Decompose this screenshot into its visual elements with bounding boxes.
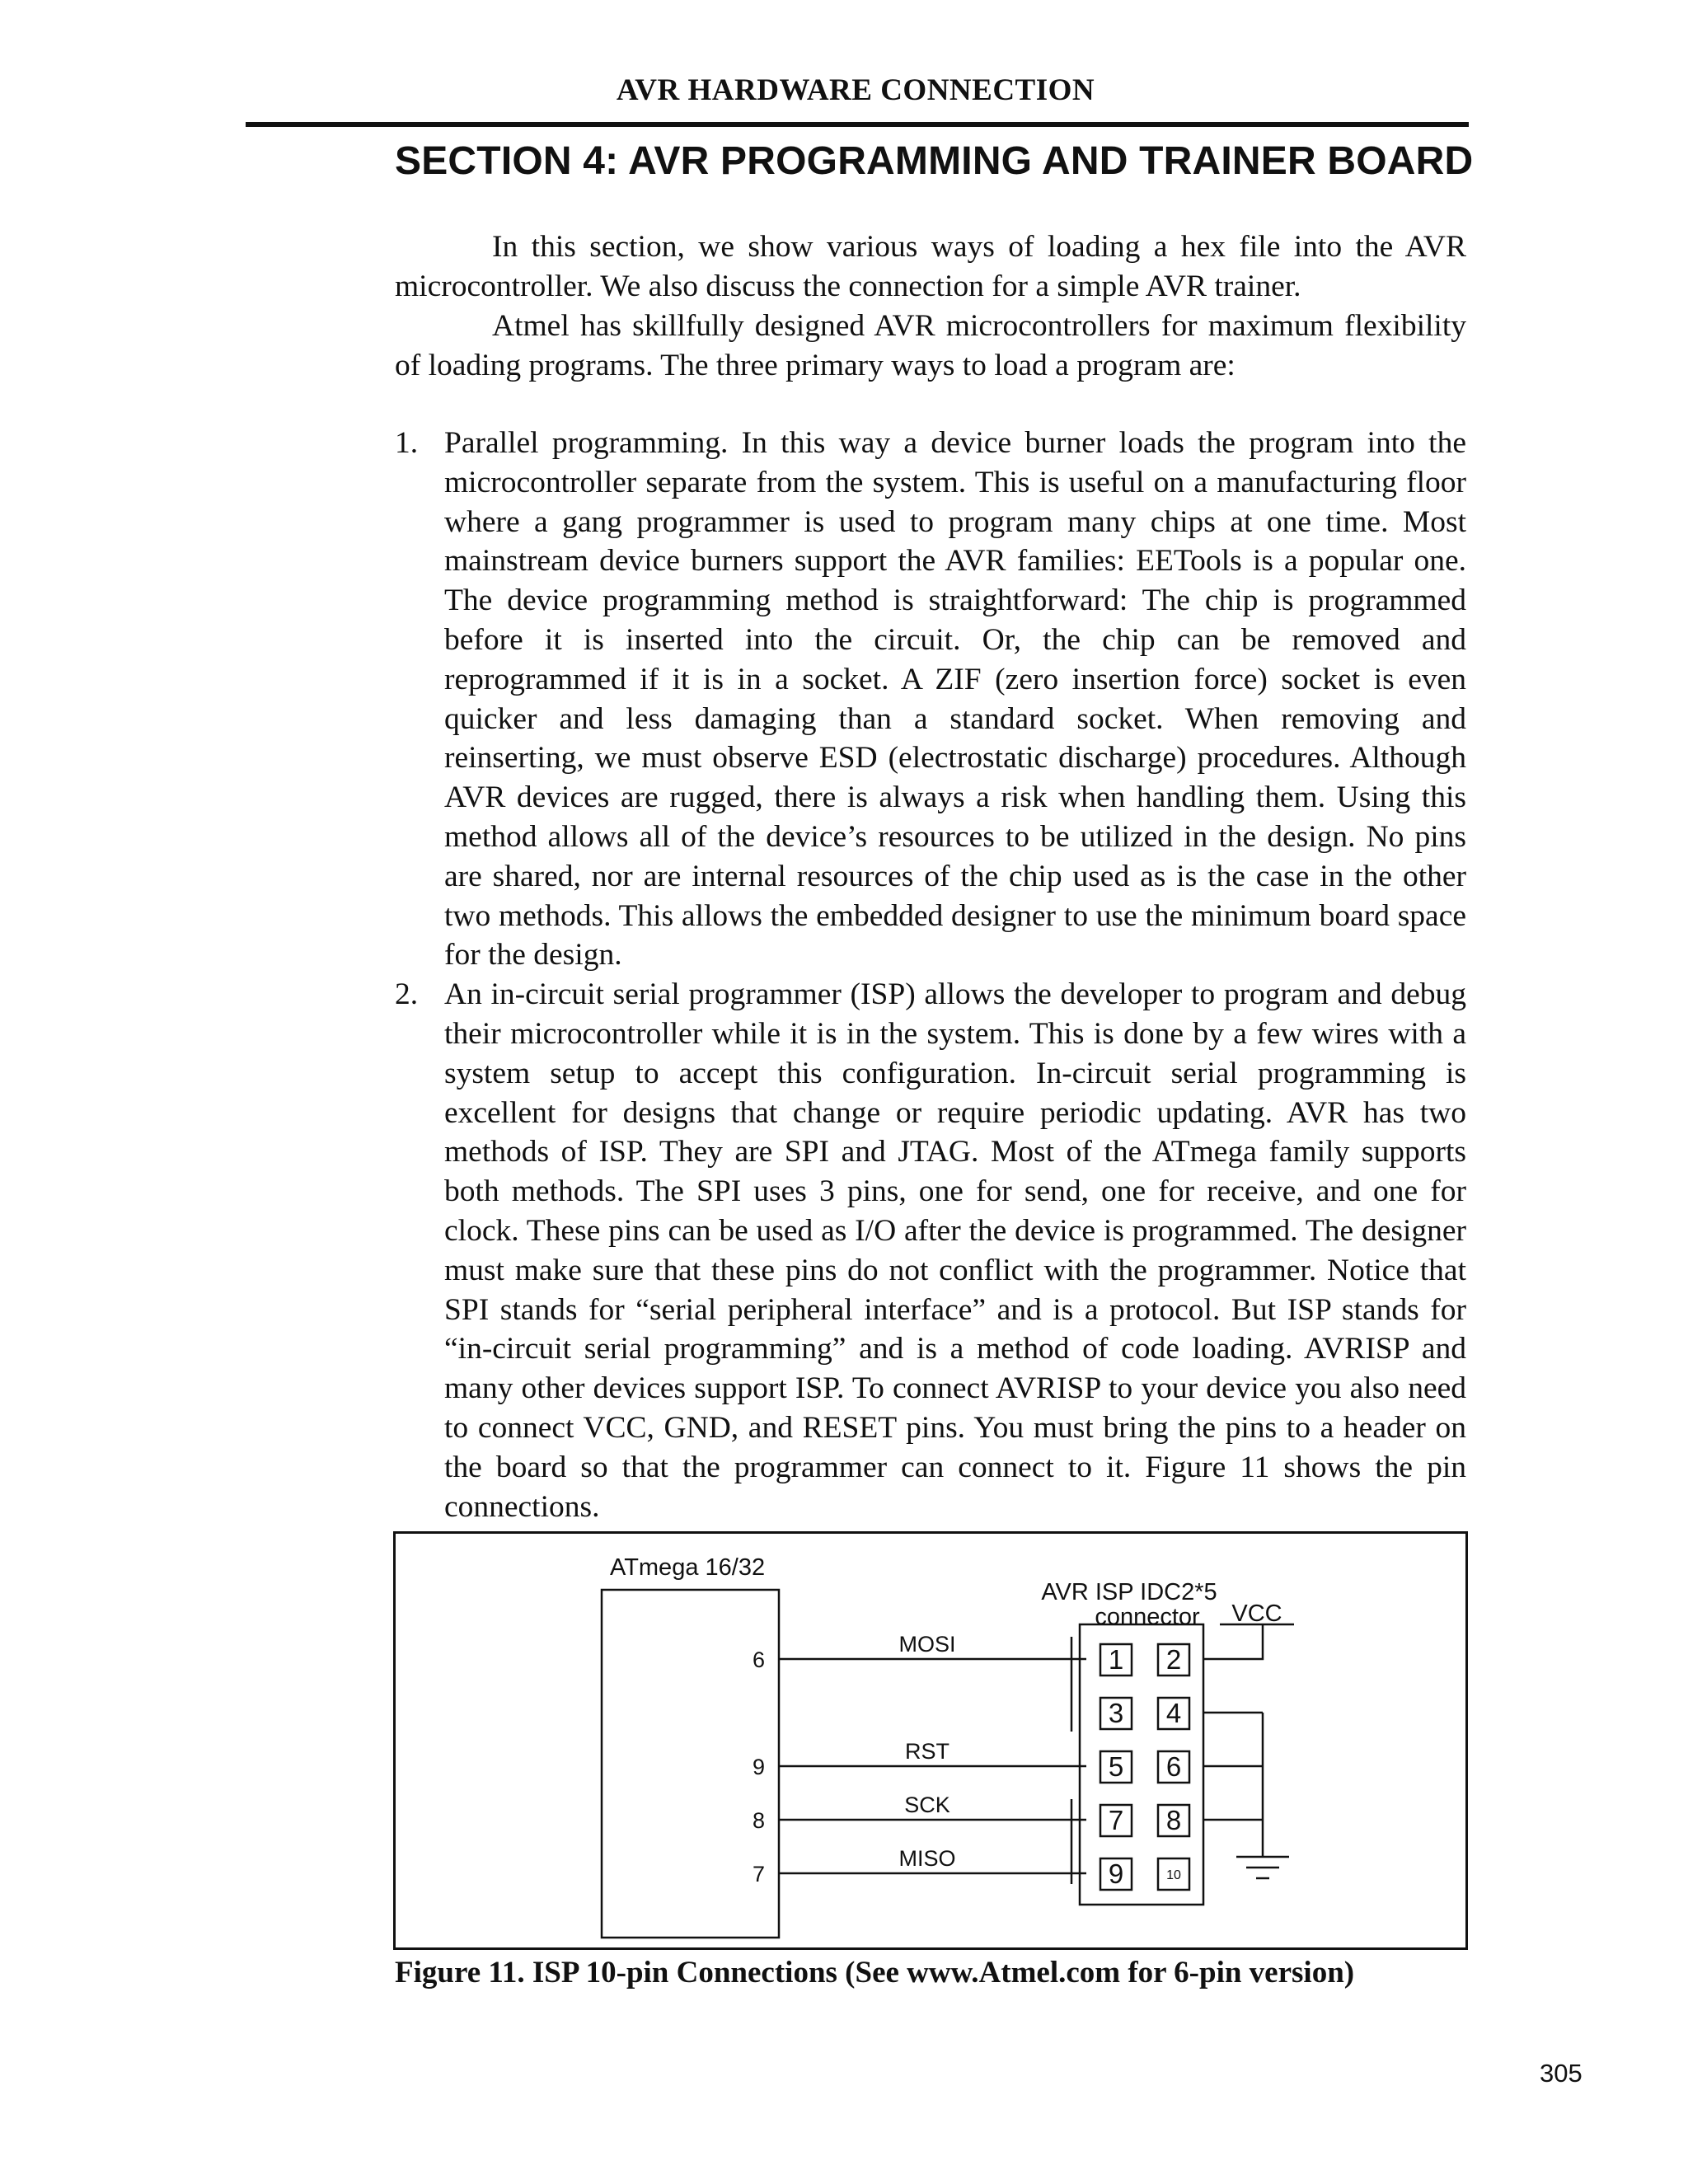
signal-label: MISO [898, 1846, 956, 1871]
signal-label: SCK [904, 1793, 950, 1817]
connector-pin-number: 10 [1166, 1868, 1181, 1882]
list-item [395, 975, 1466, 1526]
connector-pin-number: 8 [1165, 1805, 1182, 1835]
connector-pin-number: 5 [1108, 1751, 1124, 1782]
chip-label: ATmega 16/32 [610, 1554, 766, 1581]
intro-paragraph-1: In this section, we show various ways of loading a hex file into the AVR microcontroller. We also discuss the connection for a simple AVR trainer. [395, 230, 1466, 303]
chip-pin-label: 7 [752, 1862, 765, 1886]
section-title: SECTION 4: AVR PROGRAMMING AND TRAINER BOARD [395, 139, 1474, 183]
list-item-number: 2. [395, 977, 419, 1012]
chip-pin-label: 9 [752, 1755, 765, 1779]
isp-schematic [396, 1534, 1470, 1952]
list-item-text: Parallel programming. In this way a device burner loads the program into the microcontroller separate from the system. This is useful on a manufacturing floor where a gang programmer is used to program many chips at one time. Most mainstream device burners support the AVR families: EETools is a popular one. The device programming method is straightforward: The chip is programmed before it is inserted into the circuit. Or, the chip can be removed and reprogrammed if it is in a socket. A ZIF (zero insertion force) socket is even quicker and less damaging than a standard socket. When removing and reinserting, we must observe ESD (electrostatic discharge) procedures. Although AVR devices are rugged, there is always a risk when handling them. Using this method allows all of the device’s resources to be utilized in the design. No pins are shared, nor are internal resources of the chip used as is the case in the other two methods. This allows the embedded designer to use the minimum board space for the design. [444, 426, 1466, 972]
connector-pin-number: 1 [1108, 1644, 1124, 1675]
isp-connector [1080, 1624, 1203, 1905]
chip-pin-label: 6 [752, 1647, 765, 1672]
vcc-label: VCC [1231, 1601, 1282, 1627]
intro-paragraph-2: Atmel has skillfully designed AVR microcontrollers for maximum flexibility of loading programs. The three primary ways to load a program are: [395, 309, 1466, 382]
connector-pin-number: 7 [1108, 1805, 1124, 1835]
connector-title: AVR ISP IDC2*5 [1041, 1579, 1217, 1605]
running-head: AVR HARDWARE CONNECTION [616, 73, 1095, 107]
vcc-wire [1203, 1624, 1263, 1659]
connector-pin-number: 6 [1165, 1751, 1182, 1782]
list-item-number: 1. [395, 426, 419, 460]
list-item [395, 424, 1466, 975]
figure-caption: Figure 11. ISP 10-pin Connections (See www.Atmel.com for 6-pin version) [395, 1956, 1355, 1990]
loading-methods-list [395, 424, 1466, 1526]
signal-label: MOSI [898, 1632, 956, 1657]
list-item-text: An in-circuit serial programmer (ISP) allows the developer to program and debug their microcontroller while it is in the system. This is done by a few wires with a system setup to accept this configuration. In-circuit serial programming is excellent for designs that change or require periodic updating. AVR has two methods of ISP. They are SPI and JTAG. Most of the ATmega family supports both methods. The SPI uses 3 pins, one for send, one for receive, and one for clock. These pins can be used as I/O after the device is programmed. The designer must make sure that these pins do not conflict with the programmer. Notice that SPI stands for “serial peripheral interface” and is a protocol. But ISP stands for “in-circuit serial programming” and is a method of code loading. AVRISP and many other devices support ISP. To connect AVRISP to your device you also need to connect VCC, GND, and RESET pins. You must bring the pins to a header on the board so that the programmer can connect to it. Figure 11 shows the pin connections. [444, 977, 1466, 1524]
chip-pin-label: 8 [752, 1808, 765, 1833]
signal-label: RST [905, 1739, 950, 1764]
connector-subtitle: connector [1095, 1604, 1200, 1630]
connector-pin-number: 3 [1108, 1698, 1124, 1728]
isp-connection-figure [393, 1531, 1468, 1950]
header-rule [246, 122, 1469, 127]
page-number: 305 [1540, 2059, 1582, 2088]
connector-pin-number: 2 [1165, 1644, 1182, 1675]
connector-pin-number: 9 [1108, 1858, 1124, 1889]
connector-pin-number: 4 [1165, 1698, 1182, 1728]
